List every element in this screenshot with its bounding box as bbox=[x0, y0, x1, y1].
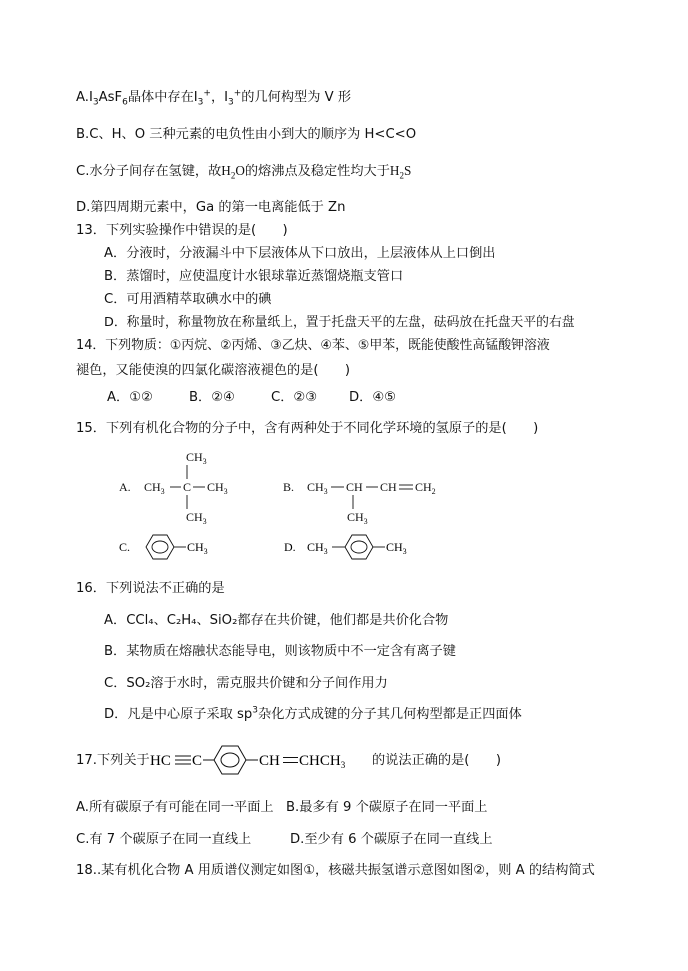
q16-option-c: C．SO₂溶于水时，需克服共价键和分子间作用力 bbox=[104, 676, 388, 691]
q15-c-benzene-ring bbox=[146, 535, 186, 559]
q16-option-a: A．CCl₄、C₂H₄、SiO₂都存在共价键，他们都是共价化合物 bbox=[104, 613, 449, 628]
q15-a-label: A. bbox=[119, 480, 131, 494]
q15-c-label: C. bbox=[119, 540, 131, 554]
q17-c: C bbox=[192, 753, 203, 769]
q17-benzene-ring bbox=[203, 746, 258, 774]
q14-stem-line2: 褪色，又能使溴的四氯化碳溶液褪色的是( ) bbox=[76, 363, 351, 378]
q17-stem-prefix: 17.下列关于 bbox=[76, 753, 150, 768]
q15-structures bbox=[0, 446, 688, 566]
q17-option-c: C.有 7 个碳原子在同一直线上 bbox=[76, 832, 252, 847]
q18-stem: 18..某有机化合物 A 用质谱仪测定如图①，核磁共振氢谱示意图如图②，则 A 的结构简式 bbox=[76, 863, 595, 878]
q15-b-ch2: CH bbox=[380, 480, 397, 494]
q17-stem-suffix: 的说法正确的是( ) bbox=[372, 753, 501, 768]
q15-b-branch-ch3: $CH_3$ bbox=[347, 510, 368, 526]
q15-a-right-ch3: $CH_3$ bbox=[207, 480, 228, 496]
q14-option-c: C．②③ bbox=[271, 390, 318, 405]
q12-option-c: C.水分子间存在氢键，故$H_2O$的熔沸点及稳定性均大于$H_2S$ bbox=[76, 163, 412, 181]
q15-a-top-ch3: $CH_3$ bbox=[186, 450, 207, 466]
q15-d-left-ch3: $CH_3$ bbox=[307, 540, 328, 556]
q14-option-a: A．①② bbox=[107, 390, 153, 405]
q15-d-right-ch3: $CH_3$ bbox=[386, 540, 407, 556]
q13-option-c: C．可用酒精萃取碘水中的碘 bbox=[104, 292, 272, 307]
q14-stem-line1: 14．下列物质：①丙烷、②丙烯、③乙炔、④苯、⑤甲苯，既能使酸性高锰酸钾溶液 bbox=[76, 338, 550, 353]
q14-option-d: D．④⑤ bbox=[349, 390, 396, 405]
q17-option-d: D.至少有 6 个碳原子在同一直线上 bbox=[290, 832, 493, 847]
q15-b-label: B. bbox=[283, 480, 295, 494]
q16-stem: 16．下列说法不正确的是 bbox=[76, 581, 225, 596]
q15-d-label: D. bbox=[284, 540, 296, 554]
q13-stem: 13．下列实验操作中错误的是( ) bbox=[76, 223, 288, 238]
q17-option-a: A.所有碳原子有可能在同一平面上 bbox=[76, 800, 274, 815]
q13-option-b: B．蒸馏时，应使温度计水银球靠近蒸馏烧瓶支管口 bbox=[104, 269, 404, 284]
q12-option-d: D.第四周期元素中，Ga 的第一电离能低于 Zn bbox=[76, 200, 346, 215]
q13-option-a: A．分液时，分液漏斗中下层液体从下口放出，上层液体从上口倒出 bbox=[104, 246, 496, 261]
q14-option-b: B．②④ bbox=[189, 390, 235, 405]
q13-option-d: D．称量时，称量物放在称量纸上，置于托盘天平的左盘，砝码放在托盘天平的右盘 bbox=[104, 315, 575, 330]
q16-option-d: D．凡是中心原子采取 $sp^3$杂化方式成键的分子其几何构型都是正四面体 bbox=[104, 705, 522, 722]
q15-a-center-c: C bbox=[183, 480, 192, 494]
q12-option-b: B.C、H、O 三种元素的电负性由小到大的顺序为 H<C<O bbox=[76, 127, 417, 142]
q15-a-left-ch3: $CH_3$ bbox=[144, 480, 165, 496]
q15-a-bottom-ch3: $CH_3$ bbox=[186, 510, 207, 526]
q15-b-ch: CH bbox=[346, 480, 363, 494]
q17-hc: HC bbox=[150, 753, 171, 769]
q17-structure bbox=[148, 740, 388, 780]
q16-option-b: B．某物质在熔融状态能导电，则该物质中不一定含有离子键 bbox=[104, 644, 456, 659]
q17-option-b: B.最多有 9 个碳原子在同一平面上 bbox=[286, 800, 488, 815]
q15-d-benzene-ring bbox=[332, 535, 385, 559]
q15-b-ch2-end: $CH_2$ bbox=[415, 480, 436, 496]
q15-stem: 15．下列有机化合物的分子中，含有两种处于不同化学环境的氢原子的是( ) bbox=[76, 421, 539, 436]
q15-c-ch3: $CH_3$ bbox=[187, 540, 208, 556]
q12-option-a: $A.I_3AsF_6$晶体中存在$I_3^+$，$I_3^+$的几何构型为 V 形 bbox=[76, 88, 352, 108]
q17-chch3: $CHCH_3$ bbox=[299, 753, 346, 770]
q17-ch: CH bbox=[259, 753, 280, 769]
q15-b-ch3: $CH_3$ bbox=[307, 480, 328, 496]
